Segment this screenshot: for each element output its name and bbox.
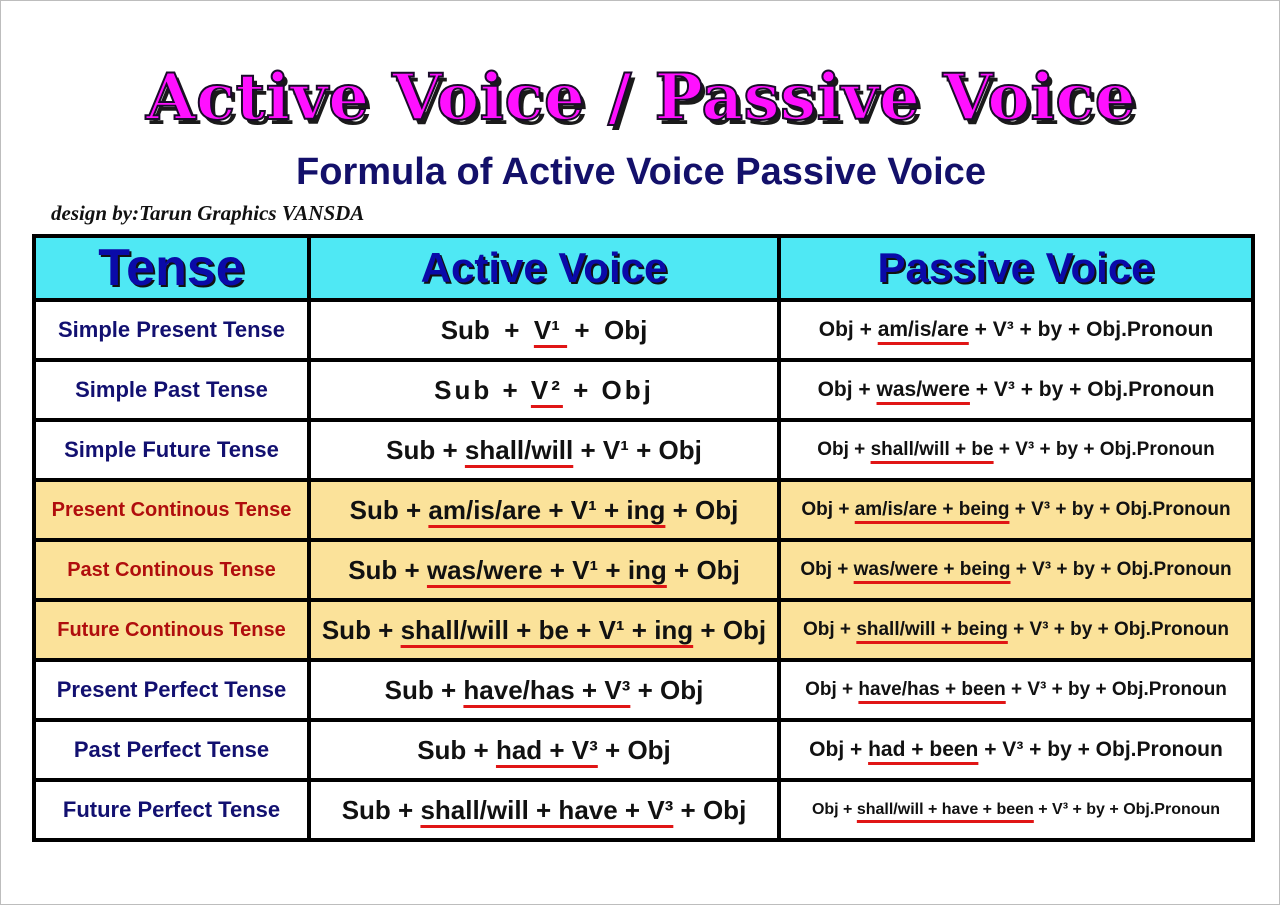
tense-name: Future Perfect Tense — [34, 780, 309, 840]
tense-name: Past Continous Tense — [34, 540, 309, 600]
header-passive-voice: Passive Voice — [779, 236, 1253, 300]
formula-suffix: + V³ + by + Obj.Pronoun — [1007, 619, 1229, 640]
formula-prefix: Sub + — [348, 554, 427, 585]
formula-prefix: Obj + — [805, 679, 859, 700]
active-formula — [309, 300, 779, 360]
formula-highlight: had + been — [868, 738, 979, 761]
formula-highlight: shall/will + have + V³ — [420, 794, 674, 825]
active-formula — [309, 360, 779, 420]
formula-highlight: shall/will + be + V¹ + ing — [400, 614, 694, 645]
tense-name: Past Perfect Tense — [34, 720, 309, 780]
passive-formula — [779, 540, 1253, 600]
formula-suffix: + V³ + by + Obj.Pronoun — [1010, 559, 1232, 580]
formula-suffix: + V³ + by + Obj.Pronoun — [969, 378, 1215, 401]
tense-name: Present Continous Tense — [34, 480, 309, 540]
formula-highlight: shall/will + have + been — [856, 801, 1034, 818]
formula-highlight: had + V³ — [495, 734, 598, 765]
formula-prefix: Obj + — [802, 619, 857, 640]
formula-highlight: shall/will — [464, 434, 574, 465]
formula-prefix: Obj + — [809, 738, 869, 761]
formula-highlight: have/has + V³ — [463, 674, 631, 705]
formula-suffix: + Obj — [665, 494, 739, 525]
formula-prefix: Obj + — [817, 378, 877, 401]
table-row — [34, 480, 1253, 540]
tense-name: Simple Past Tense — [34, 360, 309, 420]
active-formula — [309, 660, 779, 720]
tense-name: Simple Present Tense — [34, 300, 309, 360]
formula-prefix: Sub + — [417, 734, 496, 765]
passive-formula — [779, 300, 1253, 360]
formula-prefix: Sub + — [341, 794, 421, 825]
table-header-row — [34, 236, 1253, 300]
formula-highlight: V² — [530, 374, 563, 405]
formula-prefix: Sub + — [349, 494, 429, 525]
formula-prefix: Sub + — [384, 674, 464, 705]
table-row — [34, 300, 1253, 360]
formula-prefix: Obj + — [811, 801, 857, 818]
table-row — [34, 660, 1253, 720]
formula-prefix: Obj + — [818, 318, 878, 341]
formula-suffix: + V³ + by + Obj.Pronoun — [1009, 499, 1231, 520]
formula-prefix: Sub + — [321, 614, 401, 645]
formula-highlight: shall/will + being — [856, 619, 1008, 640]
active-formula — [309, 600, 779, 660]
page-subtitle: Formula of Active Voice Passive Voice — [296, 151, 986, 193]
passive-formula — [779, 420, 1253, 480]
tense-name: Future Continous Tense — [34, 600, 309, 660]
formula-highlight: have/has + been — [858, 679, 1006, 700]
header-tense: Tense — [34, 236, 309, 300]
passive-formula — [779, 660, 1253, 720]
table-row — [34, 420, 1253, 480]
active-formula — [309, 780, 779, 840]
header-active-voice: Active Voice — [309, 236, 779, 300]
formula-suffix: + V³ + by + Obj.Pronoun — [968, 318, 1214, 341]
formula-suffix: + Obj — [693, 614, 767, 645]
formula-prefix: Sub + — [386, 434, 465, 465]
active-formula — [309, 720, 779, 780]
formula-suffix: + V¹ + Obj — [573, 434, 702, 465]
design-credit: design by:Tarun Graphics VANSDA — [51, 201, 365, 225]
table-row — [34, 600, 1253, 660]
formula-suffix: + Obj — [673, 794, 747, 825]
passive-formula — [779, 360, 1253, 420]
passive-formula — [779, 480, 1253, 540]
formula-prefix: Sub + — [440, 314, 534, 345]
formula-prefix: Sub + — [434, 374, 531, 405]
passive-formula — [779, 600, 1253, 660]
formula-highlight: was/were — [876, 378, 970, 401]
active-formula — [309, 480, 779, 540]
formula-highlight: was/were + being — [853, 559, 1011, 580]
formula-suffix: + Obj — [597, 734, 671, 765]
formula-highlight: am/is/are + V¹ + ing — [428, 494, 666, 525]
page-title: Active Voice / Passive Voice — [146, 60, 1136, 135]
tense-name: Present Perfect Tense — [34, 660, 309, 720]
passive-formula — [779, 720, 1253, 780]
formula-highlight: am/is/are + being — [854, 499, 1010, 520]
formula-prefix: Obj + — [817, 439, 871, 460]
formula-suffix: + Obj — [567, 314, 648, 345]
table-row — [34, 360, 1253, 420]
active-formula — [309, 420, 779, 480]
tense-name: Simple Future Tense — [34, 420, 309, 480]
formula-suffix: + Obj — [666, 554, 740, 585]
formula-suffix: + V³ + by + Obj.Pronoun — [993, 439, 1215, 460]
table-row — [34, 780, 1253, 840]
formula-highlight: V¹ — [533, 314, 568, 345]
formula-prefix: Obj + — [801, 499, 855, 520]
formula-suffix: + V³ + by + Obj.Pronoun — [1033, 801, 1221, 818]
formula-suffix: + V³ + by + Obj.Pronoun — [1005, 679, 1227, 700]
formula-suffix: + Obj — [630, 674, 704, 705]
formula-highlight: shall/will + be — [870, 439, 994, 460]
table-row — [34, 720, 1253, 780]
table-row — [34, 540, 1253, 600]
formula-suffix: + Obj — [562, 374, 654, 405]
active-formula — [309, 540, 779, 600]
formula-highlight: was/were + V¹ + ing — [426, 554, 667, 585]
formula-suffix: + V³ + by + Obj.Pronoun — [978, 738, 1223, 761]
voice-formula-table — [32, 234, 1255, 842]
passive-formula — [779, 780, 1253, 840]
formula-highlight: am/is/are — [877, 318, 969, 341]
formula-prefix: Obj + — [800, 559, 854, 580]
